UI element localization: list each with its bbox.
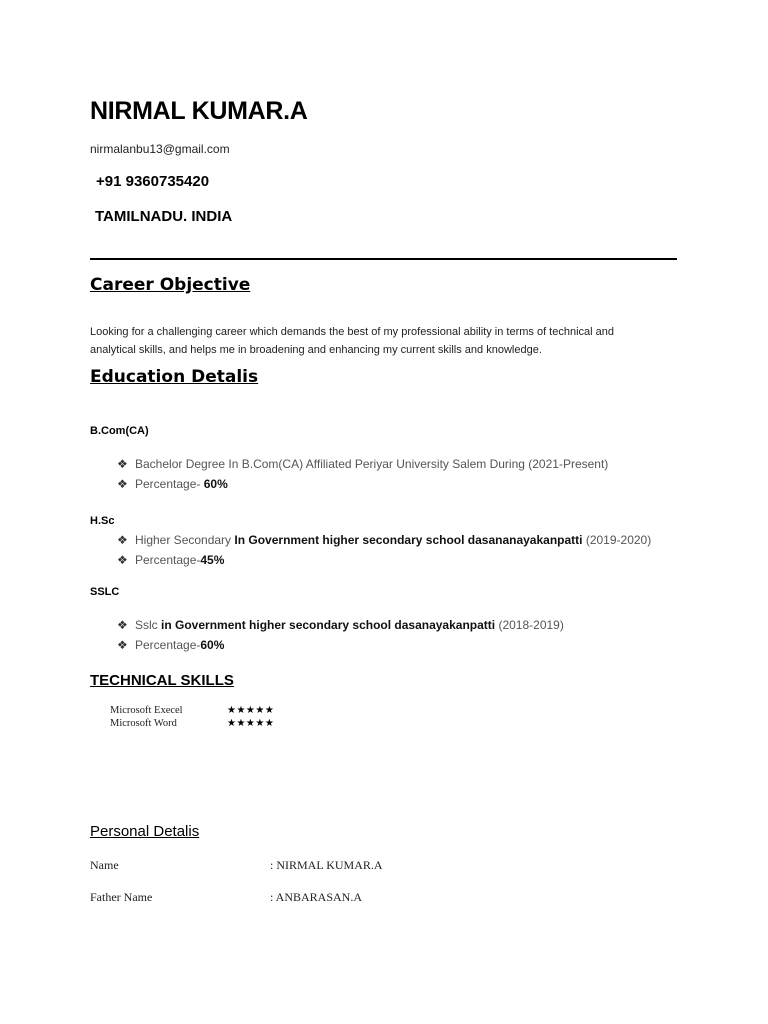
percentage-value: 60% <box>200 638 225 652</box>
percentage-label: Percentage- <box>135 638 201 652</box>
location: TAMILNADU. INDIA <box>95 208 233 225</box>
bullet-icon: ❖ <box>117 457 128 471</box>
personal-row-label: Name <box>90 858 119 872</box>
percentage-value: 45% <box>200 553 225 567</box>
skill-name: Microsoft Execel <box>110 705 183 716</box>
hsc-description <box>135 534 651 546</box>
personal-row-value: : NIRMAL KUMAR.A <box>270 858 383 872</box>
percentage-label: Percentage- <box>135 553 201 567</box>
career-objective-line-2: analytical skills, and helps me in broadening and enhancing my current skills and knowledge. <box>90 344 542 356</box>
candidate-name: NIRMAL KUMAR.A <box>90 97 308 125</box>
hsc-prefix: Higher Secondary <box>135 533 235 547</box>
bullet-icon: ❖ <box>117 618 128 632</box>
personal-row-value: : ANBARASAN.A <box>270 890 363 904</box>
email: nirmalanbu13@gmail.com <box>90 142 230 156</box>
technical-skills-heading: TECHNICAL SKILLS <box>90 672 234 689</box>
bcom-label: B.Com(CA) <box>90 425 149 437</box>
bcom-percentage <box>135 478 228 490</box>
sslc-label: SSLC <box>90 586 120 598</box>
bcom-description: Bachelor Degree In B.Com(CA) Affiliated Periyar University Salem During (2021-Present) <box>135 457 609 471</box>
sslc-prefix: Sslc <box>135 618 162 632</box>
percentage-value: 60% <box>203 477 228 491</box>
bullet-icon: ❖ <box>117 533 128 547</box>
education-heading: Education Detalis <box>90 367 259 387</box>
skill-rating-stars: ★★★★★ <box>227 705 275 716</box>
hsc-years: (2019-2020) <box>582 533 652 547</box>
hsc-label: H.Sc <box>90 515 115 527</box>
sslc-school: in Government higher secondary school dasanayakanpatti <box>161 618 496 632</box>
bullet-icon: ❖ <box>117 477 128 491</box>
bullet-icon: ❖ <box>117 638 128 652</box>
skill-name: Microsoft Word <box>110 718 177 729</box>
sslc-percentage <box>135 639 224 651</box>
hsc-school: In Government higher secondary school dasananayakanpatti <box>234 533 583 547</box>
personal-details-heading: Personal Detalis <box>90 823 200 840</box>
hsc-percentage <box>135 554 224 566</box>
career-objective-heading: Career Objective <box>90 275 251 295</box>
sslc-description <box>135 619 564 631</box>
divider <box>90 258 677 260</box>
skill-rating-stars: ★★★★★ <box>227 718 275 729</box>
percentage-label: Percentage- <box>135 477 204 491</box>
career-objective-line-1: Looking for a challenging career which demands the best of my professional ability in terms of technical and <box>90 326 615 338</box>
personal-row-label: Father Name <box>90 890 153 904</box>
bullet-icon: ❖ <box>117 553 128 567</box>
sslc-years: (2018-2019) <box>495 618 564 632</box>
phone: +91 9360735420 <box>96 173 210 190</box>
